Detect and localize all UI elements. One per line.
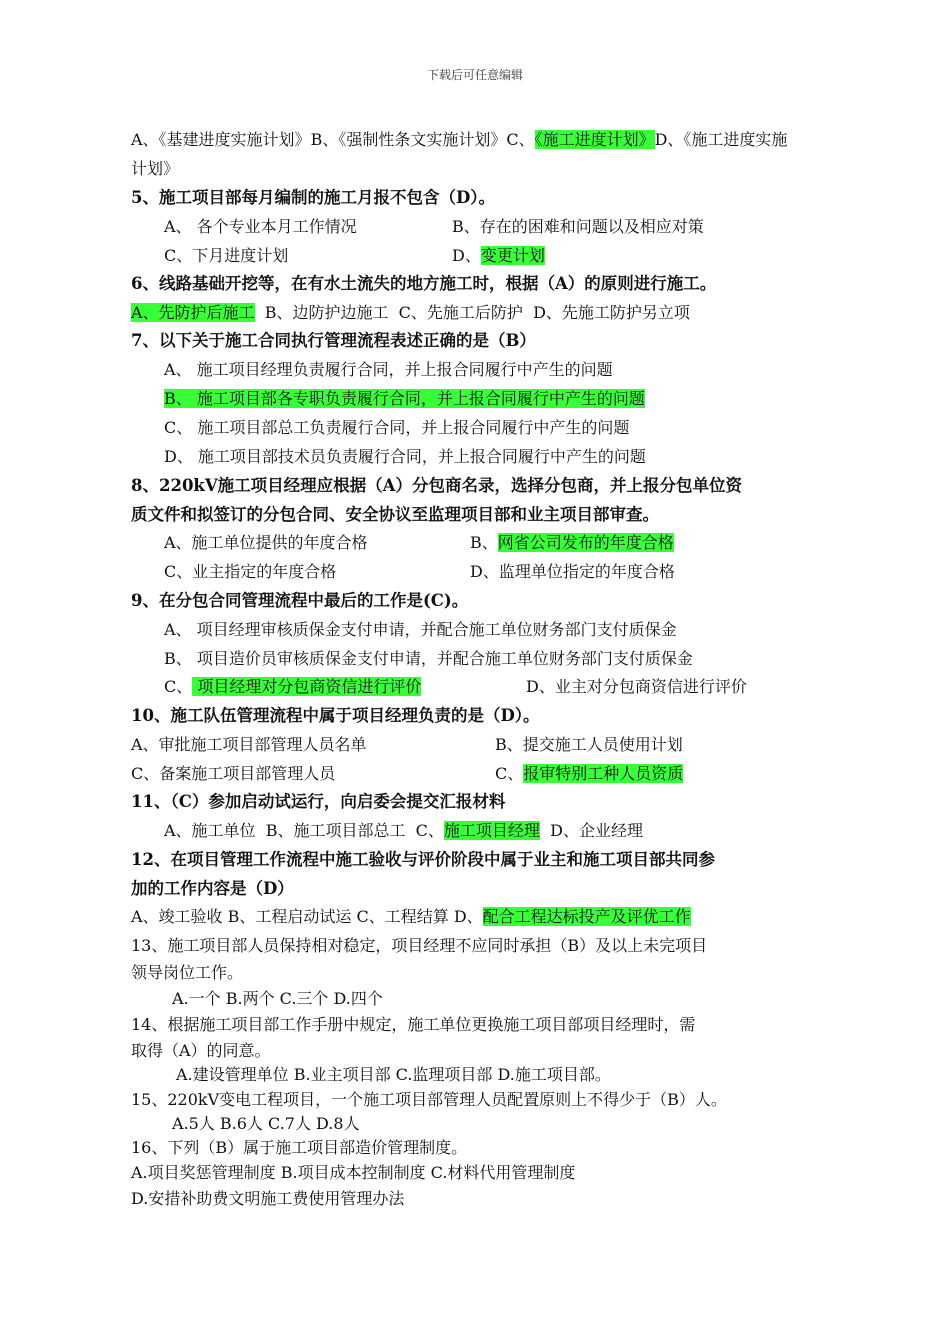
q4-option-b: B、《强制性条文实施计划》 (310, 130, 507, 149)
q7-option-c: C、 施工项目部总工负责履行合同，并上报合同履行中产生的问题 (164, 418, 630, 437)
q11-option-c-prefix: C、 (415, 821, 444, 840)
q12-stem-line2: 加的工作内容是（D） (131, 879, 294, 898)
q8-option-b (470, 532, 674, 554)
q4-option-c-answer: 《施工进度计划》 (534, 130, 655, 149)
q9-option-c-prefix: C、 (164, 677, 193, 696)
q6-option-b: B、边防护边施工 (264, 303, 389, 322)
q9-stem: 9、在分包合同管理流程中最后的工作是(C)。 (131, 591, 469, 610)
q7-option-d: D、 施工项目部技术员负责履行合同，并上报合同履行中产生的问题 (164, 447, 646, 466)
q4-option-c-prefix: C、 (506, 130, 535, 149)
q13-options: A.一个 B.两个 C.三个 D.四个 (172, 989, 383, 1008)
q10-option-d (495, 763, 683, 785)
q12-stem-line1: 12、在项目管理工作流程中施工验收与评价阶段中属于业主和施工项目部共同参 (131, 850, 715, 869)
q5-option-d-prefix: D、 (452, 246, 481, 265)
q10-option-c: C、备案施工项目部管理人员 (131, 764, 336, 783)
q8-option-b-answer: 网省公司发布的年度合格 (497, 533, 674, 552)
q15-options: A.5人 B.6人 C.7人 D.8人 (172, 1114, 360, 1133)
q10-option-b: B、提交施工人员使用计划 (495, 735, 683, 754)
q13-stem-line1: 13、施工项目部人员保持相对稳定，项目经理不应同时承担（B）及以上未完项目 (131, 936, 708, 955)
q7-option-b (164, 388, 645, 410)
q6-option-a-answer: A、先防护后施工 (131, 303, 255, 322)
q11-option-b: B、施工项目部总工 (265, 821, 406, 840)
q8-stem-line1: 8、220kV施工项目经理应根据（A）分包商名录，选择分包商，并上报分包单位资 (131, 476, 742, 495)
q15-stem: 15、220kV变电工程项目，一个施工项目部管理人员配置原则上不得少于（B）人。 (131, 1090, 727, 1109)
q5-option-a: A、 各个专业本月工作情况 (164, 217, 357, 236)
q14-stem-line1: 14、根据施工项目部工作手册中规定，施工单位更换施工项目部项目经理时，需 (131, 1015, 696, 1034)
q6-option-c: C、先施工后防护 (398, 303, 523, 322)
q8-stem-line2: 质文件和拟签订的分包合同、安全协议至监理项目部和业主项目部审查。 (131, 505, 659, 524)
q5-option-d-answer: 变更计划 (480, 246, 545, 265)
q16-options-line1: A.项目奖惩管理制度 B.项目成本控制制度 C.材料代用管理制度 (131, 1163, 576, 1182)
q8-option-a: A、施工单位提供的年度合格 (164, 533, 368, 552)
q9-option-c-answer: 项目经理对分包商资信进行评价 (192, 677, 422, 696)
q10-option-a: A、审批施工项目部管理人员名单 (131, 735, 367, 754)
q8-option-b-prefix: B、 (470, 533, 498, 552)
q12-option-d-answer: 配合工程达标投产及评优工作 (482, 907, 691, 926)
q11-options-line (164, 820, 643, 842)
q9-option-b: B、 项目造价员审核质保金支付申请，并配合施工单位财务部门支付质保金 (164, 649, 693, 668)
q4-option-a: A、《基建进度实施计划》 (131, 130, 311, 149)
q4-option-d-continued: 计划》 (131, 159, 180, 178)
q10-option-d-prefix: C、 (495, 764, 524, 783)
q6-options-line (131, 302, 690, 324)
q14-options: A.建设管理单位 B.业主项目部 C.监理项目部 D.施工项目部。 (176, 1065, 611, 1084)
q7-stem: 7、以下关于施工合同执行管理流程表述正确的是（B） (131, 331, 536, 350)
q11-stem: 11、（C）参加启动试运行，向启委会提交汇报材料 (131, 792, 506, 811)
q10-option-d-answer: 报审特别工种人员资质 (523, 764, 684, 783)
q9-option-a: A、 项目经理审核质保金支付申请，并配合施工单位财务部门支付质保金 (164, 620, 677, 639)
q16-options-line2: D.安措补助费文明施工费使用管理办法 (131, 1189, 405, 1208)
q4-options-line (131, 129, 787, 151)
q12-options-line (131, 906, 691, 928)
q5-option-c: C、下月进度计划 (164, 246, 289, 265)
q5-stem: 5、施工项目部每月编制的施工月报不包含（D）。 (131, 188, 496, 207)
q9-option-c (164, 676, 421, 698)
q4-option-d: D、《施工进度实施 (654, 130, 788, 149)
q6-stem: 6、线路基础开挖等，在有水土流失的地方施工时，根据（A）的原则进行施工。 (131, 274, 717, 293)
q13-stem-line2: 领导岗位工作。 (131, 963, 244, 982)
q9-option-d: D、业主对分包商资信进行评价 (526, 677, 747, 696)
page-header: 下载后可任意编辑 (426, 68, 523, 82)
q5-option-d (452, 245, 545, 267)
q5-option-b: B、存在的困难和问题以及相应对策 (452, 217, 704, 236)
q11-option-a: A、施工单位 (164, 821, 256, 840)
q12-options: A、竣工验收 B、工程启动试运 C、工程结算 D、 (131, 907, 483, 926)
q16-stem: 16、下列（B）属于施工项目部造价管理制度。 (131, 1138, 468, 1157)
q14-stem-line2: 取得（A）的同意。 (131, 1041, 271, 1060)
q10-stem: 10、施工队伍管理流程中属于项目经理负责的是（D）。 (131, 706, 540, 725)
q11-option-d: D、企业经理 (550, 821, 643, 840)
q7-option-b-answer: B、 施工项目部各专职负责履行合同，并上报合同履行中产生的问题 (164, 389, 645, 408)
q11-option-c-answer: 施工项目经理 (443, 821, 540, 840)
q8-option-c: C、业主指定的年度合格 (164, 562, 337, 581)
q8-option-d: D、监理单位指定的年度合格 (470, 562, 675, 581)
q6-option-d: D、先施工防护另立项 (533, 303, 690, 322)
q7-option-a: A、 施工项目经理负责履行合同，并上报合同履行中产生的问题 (164, 360, 613, 379)
